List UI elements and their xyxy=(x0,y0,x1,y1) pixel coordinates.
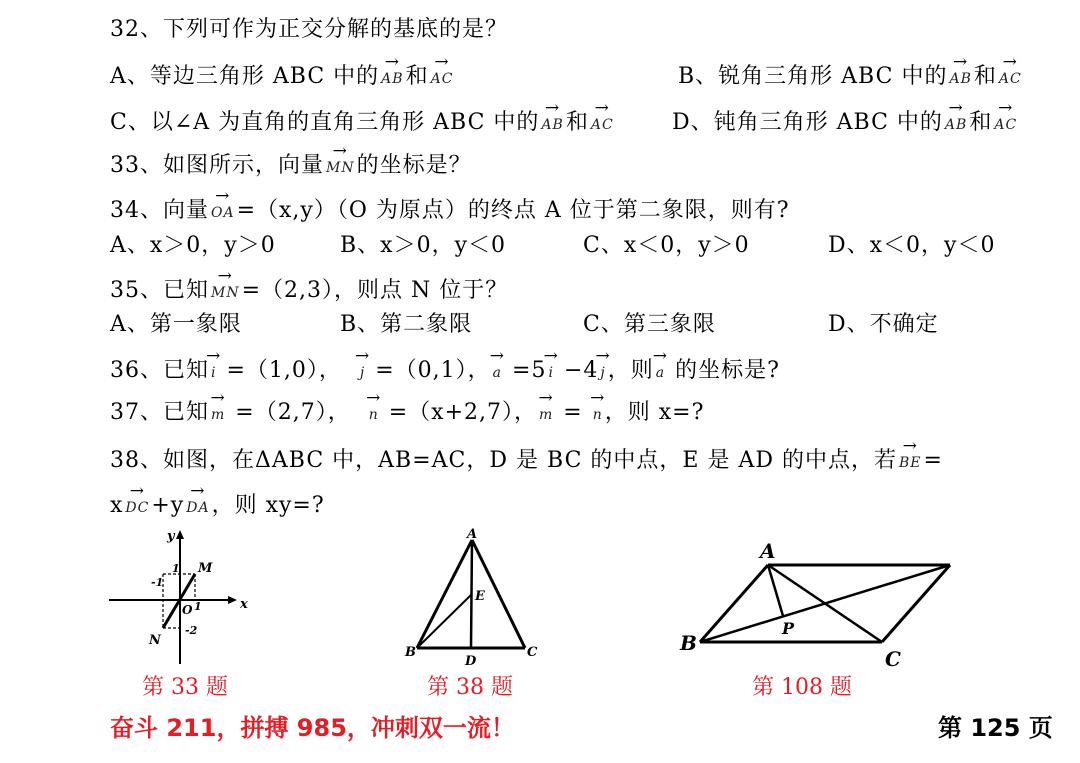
vector-ac: → AC xyxy=(994,114,1017,132)
q36-text: =（0,1）， xyxy=(367,358,491,383)
q34-stem xyxy=(110,196,790,226)
label-p: P xyxy=(782,619,795,638)
q32-stem: 32、下列可作为正交分解的基底的是？ xyxy=(110,17,508,42)
vector-j: → j xyxy=(600,362,605,380)
vector-dc: → DC xyxy=(125,497,149,515)
label-c: C xyxy=(527,645,538,660)
q32-option-d-mid: 和 xyxy=(969,110,993,135)
q34-option-d: D、x＜0，y＜0 xyxy=(828,233,996,258)
q37-stem xyxy=(110,398,704,428)
vector-ab: → AB xyxy=(541,114,563,132)
vector-ac: → AC xyxy=(999,68,1022,86)
vector-oa: → OA xyxy=(211,202,235,220)
q32-option-b xyxy=(678,62,1024,92)
q32-option-c-prefix: C、以∠A 为直角的直角三角形 ABC 中的 xyxy=(110,110,540,135)
q36-text: 36、已知 xyxy=(110,358,209,383)
vector-n: → n xyxy=(369,404,379,422)
figure-108-parallelogram xyxy=(680,528,970,670)
figure-33-caption: 第 33 题 xyxy=(142,675,228,700)
q38-text: = xyxy=(923,448,943,473)
q33-prefix: 33、如图所示，向量 xyxy=(110,153,324,178)
q37-text: =（2,7）， xyxy=(227,400,351,425)
q37-text: =（x+2,7）， xyxy=(380,400,537,425)
vector-ac: → AC xyxy=(591,114,614,132)
vector-ac: → AC xyxy=(431,68,454,86)
vector-i: → i xyxy=(548,362,553,380)
label-a: A xyxy=(467,527,478,542)
q35-stem xyxy=(110,276,508,306)
q35-suffix: =（2,3），则点 N 位于？ xyxy=(241,278,509,303)
label-origin: O xyxy=(182,603,193,617)
q36-text: −4 xyxy=(555,358,599,383)
label-a: A xyxy=(760,539,776,563)
q32-option-a xyxy=(110,62,455,92)
vector-be: → BE xyxy=(899,452,922,470)
vector-mn: → MN xyxy=(326,157,355,175)
label-m: M xyxy=(198,561,213,576)
label-y: y xyxy=(167,529,175,544)
vector-a: → a xyxy=(493,362,502,380)
label-d: D xyxy=(465,654,477,669)
side-ab xyxy=(417,540,472,648)
vector-n: → n xyxy=(593,404,603,422)
footer-slogan: 奋斗 211，拼搏 985，冲刺双一流！ xyxy=(110,714,515,742)
label-neg-one: -1 xyxy=(151,576,164,589)
vector-m: → m xyxy=(539,404,553,422)
q32-option-d-prefix: D、钝角三角形 ABC 中的 xyxy=(672,110,943,135)
vector-m: → m xyxy=(211,404,225,422)
label-one-top: 1 xyxy=(172,562,180,575)
q32-option-c xyxy=(110,108,616,138)
figure-33-coordinate-plane xyxy=(105,528,255,668)
q35-option-b: B、第二象限 xyxy=(340,312,473,337)
q38-text: ，则 xy=? xyxy=(211,493,325,518)
q37-text: ，则 x=? xyxy=(604,400,705,425)
q38-stem-line2 xyxy=(110,491,325,521)
q36-text: =5 xyxy=(504,358,547,383)
q37-text: = xyxy=(555,400,591,425)
q32-option-d xyxy=(672,108,1019,138)
q38-text: +y xyxy=(151,493,185,518)
label-b: B xyxy=(405,645,416,660)
q35-option-a: A、第一象限 xyxy=(110,312,242,337)
vector-j: → j xyxy=(360,362,365,380)
vector-a: → a xyxy=(656,362,665,380)
q32-option-c-mid: 和 xyxy=(565,110,589,135)
q38-text: x xyxy=(110,493,124,518)
q38-text: 38、如图，在ΔABC 中，AB=AC，D 是 BC 的中点，E 是 AD 的中点，若 xyxy=(110,448,897,473)
q36-text: 的坐标是? xyxy=(667,358,780,383)
q32-option-a-mid: 和 xyxy=(405,64,429,89)
x-axis-arrow-icon xyxy=(228,596,237,604)
label-x: x xyxy=(240,597,248,612)
q37-text: 37、已知 xyxy=(110,400,209,425)
q34-suffix: =（x,y）（O 为原点）的终点 A 位于第二象限，则有? xyxy=(236,198,790,223)
label-neg-two: -2 xyxy=(185,624,198,637)
vector-ab: → AB xyxy=(381,68,403,86)
segment-be xyxy=(417,594,472,648)
q36-text: ，则 xyxy=(607,358,654,383)
q35-option-c: C、第三象限 xyxy=(583,312,716,337)
q35-option-d: D、不确定 xyxy=(828,312,939,337)
figure-38-triangle xyxy=(395,528,555,668)
vector-ab: → AB xyxy=(949,68,971,86)
label-n: N xyxy=(149,633,161,648)
y-axis-arrow-icon xyxy=(176,530,184,539)
q34-option-b: B、x＞0，y＜0 xyxy=(340,233,506,258)
q34-option-c: C、x＜0，y＞0 xyxy=(583,233,750,258)
vector-da: → DA xyxy=(186,497,209,515)
page-number: 第 125 页 xyxy=(938,714,1053,742)
q35-prefix: 35、已知 xyxy=(110,278,209,303)
figure-38-caption: 第 38 题 xyxy=(427,675,513,700)
q36-text: =（1,0）， xyxy=(218,358,342,383)
vector-ab: → AB xyxy=(945,114,967,132)
q38-stem-line1 xyxy=(110,446,943,476)
q34-prefix: 34、向量 xyxy=(110,198,209,223)
q33-stem xyxy=(110,151,472,181)
label-e: E xyxy=(475,589,485,604)
q32-option-b-mid: 和 xyxy=(973,64,997,89)
label-one-x: 1 xyxy=(194,600,202,613)
figure-108-caption: 第 108 题 xyxy=(752,675,852,700)
q36-stem xyxy=(110,356,780,386)
q32-option-a-prefix: A、等边三角形 ABC 中的 xyxy=(110,64,380,89)
q34-option-a: A、x＞0，y＞0 xyxy=(110,233,276,258)
vector-i: → i xyxy=(211,362,216,380)
label-b: B xyxy=(680,631,697,655)
q33-suffix: 的坐标是？ xyxy=(356,153,472,178)
q32-option-b-prefix: B、锐角三角形 ABC 中的 xyxy=(678,64,948,89)
vector-mn: → MN xyxy=(211,282,240,300)
label-c: C xyxy=(885,647,901,671)
